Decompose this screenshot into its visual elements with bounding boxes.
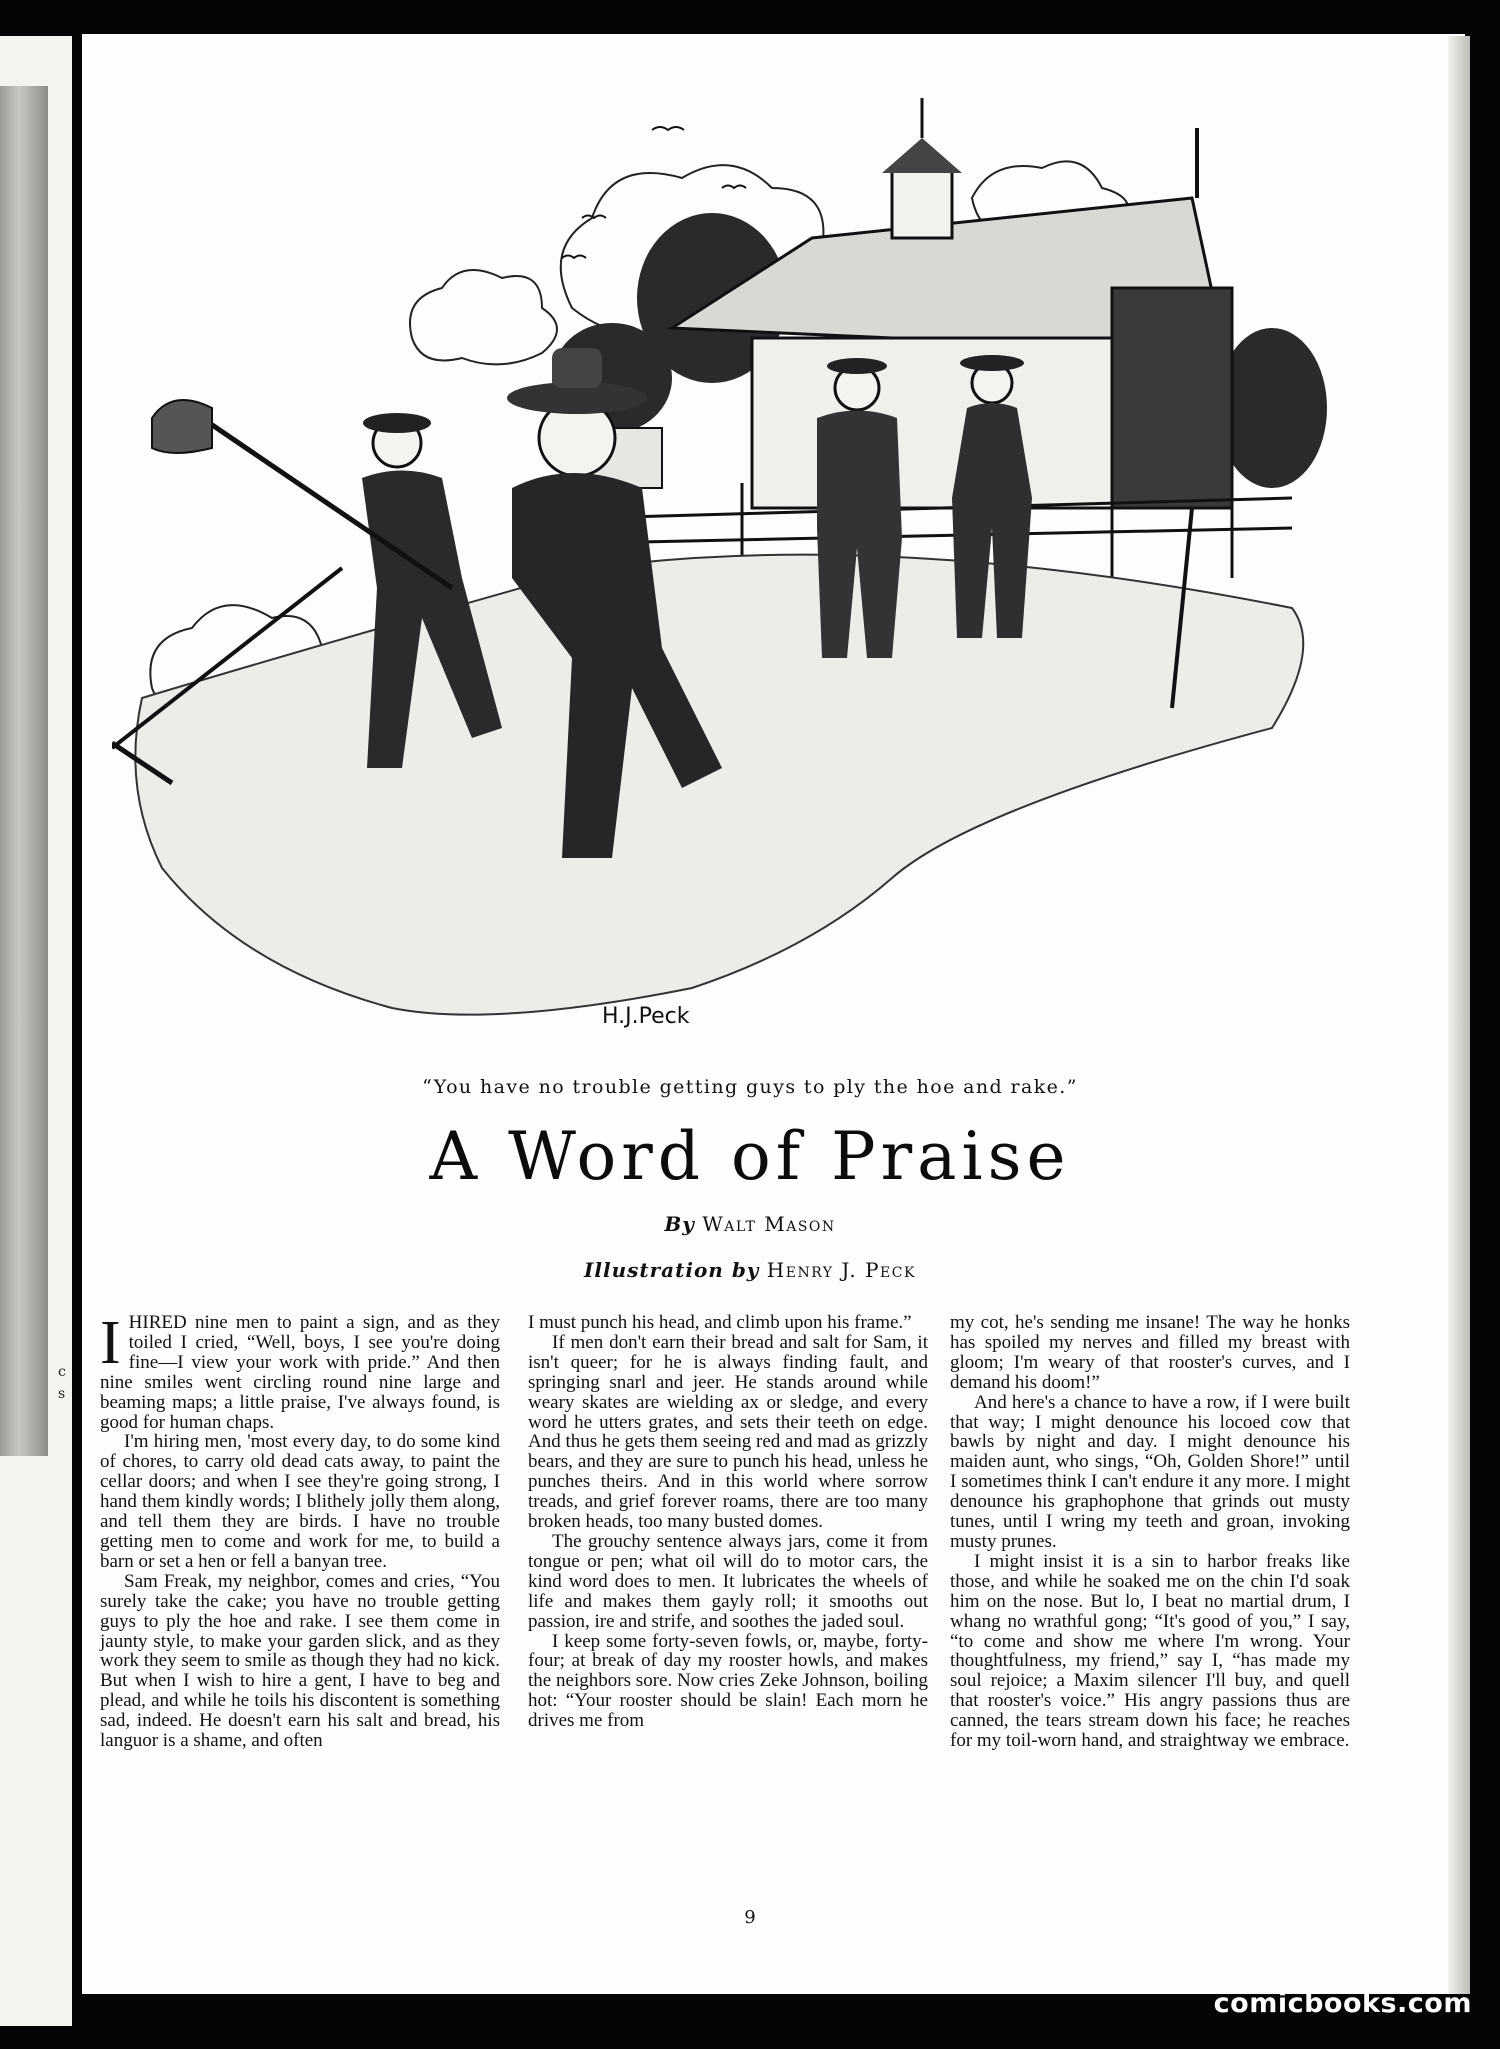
illustration-caption: “You have no trouble getting guys to ply the hoe and rake.” — [422, 1076, 1078, 1098]
left-page-fragment: s — [58, 1386, 66, 1402]
left-facing-page — [0, 36, 72, 2026]
byline-prefix: By — [664, 1212, 695, 1236]
body-column-1 — [100, 1309, 500, 1752]
illustrator-name: Henry J. Peck — [766, 1258, 916, 1282]
left-page-shadow — [0, 86, 48, 1456]
paragraph: The grouchy sentence always jars, come it from tongue or pen; what oil will do to motor cars, the kind word does to men. It lubricates the wheels of life and makes them gayly roll; it smooths out passion, ire and strife, and soothes the jaded soul. — [528, 1530, 928, 1632]
paragraph: I must punch his head, and climb upon his frame.” — [528, 1312, 912, 1333]
paragraph: And here's a chance to have a row, if I were built that way; I might denounce his locoed cow that bawls by night and day. I might denounce his maiden aunt, who sings, “Oh, Golden Shore!” until I sometimes think I can't endure it any more. I might denounce his graphophone that grinds out musty tunes, until I wring my teeth and groan, invoking musty prunes. — [950, 1391, 1350, 1552]
artist-signature: H.J.Peck — [602, 1004, 690, 1029]
page-edge — [1448, 36, 1470, 1994]
garden-ground — [135, 555, 1303, 1015]
paragraph: I'm hiring men, 'most every day, to do some kind of chores, to carry old dead cats away, to paint the cellar doors; and when I see they're going strong, I hand them kindly words; I blithely jolly them along, and tell them they are birds. I have no trouble getting men to come and work for me, to build a barn or set a hen or fell a banyan tree. — [100, 1431, 500, 1572]
body-column-2 — [528, 1313, 928, 1731]
article-title: A Word of Praise — [429, 1118, 1071, 1195]
left-page-fragment: c — [58, 1364, 66, 1380]
page-number: 9 — [744, 1907, 756, 1928]
paragraph: HIRED nine men to paint a sign, and as they toiled I cried, “Well, boys, I see you're doing fine—I view your work with pride.” And then nine smiles went circling round nine large and beaming maps; a little praise, I've always found, is good for human chaps. — [100, 1312, 500, 1433]
site-watermark: comicbooks.com — [1213, 1988, 1472, 2019]
drop-cap: I — [100, 1309, 121, 1377]
paragraph: my cot, he's sending me insane! The way he honks has spoiled my nerves and filled my breast with gloom; I'm weary of that rooster's curves, and I demand his doom!” — [950, 1312, 1350, 1393]
cloud — [410, 270, 557, 364]
paragraph: Sam Freak, my neighbor, comes and cries, “You surely take the cake; you have no trouble getting guys to ply the hoe and rake. I see them come in jaunty style, to make your garden slick, and as they work they seem to smile as though they had no kick. But when I wish to hire a gent, I have to beg and plead, and while he toils his discontent is something sad, indeed. He doesn't earn his salt and bread, his languor is a shame, and often — [100, 1570, 500, 1752]
farm-illustration — [112, 88, 1352, 1068]
author-name: Walt Mason — [702, 1212, 836, 1236]
paragraph: I keep some forty-seven fowls, or, maybe, forty-four; at break of day my rooster howls, and makes the neighbors sore. Now cries Zeke Johnson, boiling hot: “Your rooster should be slain! Each morn he drives me from — [528, 1630, 928, 1732]
paragraph: If men don't earn their bread and salt for Sam, it isn't queer; for he is always finding fault, and springing snarl and jeer. He stands around while weary skates are wielding ax or sledge, and every word he utters grates, and sets their teeth on edge. And thus he gets them seeing red and mad as grizzly bears, and they are sure to punch his head, unless he punches theirs. And in this world where sorrow treads, and grief forever roams, there are too many broken heads, too many busted domes. — [528, 1331, 928, 1533]
illustrator-prefix: Illustration by — [584, 1258, 760, 1282]
author-byline — [0, 1212, 1500, 1236]
paragraph: I might insist it is a sin to harbor freaks like those, and while he soaked me on the chin I'd soak him on the nose. But lo, I beat no martial drum, I whang no wrathful gong; “It's good of you,” I say, “to come and show me where I'm wrong. Your thoughtfulness, my friend,” say I, “has made my soul rejoice; a Maxim silencer I'll buy, and quell that rooster's voice.” His angry passions thus are canned, the tears stream down his face; he reaches for my toil-worn hand, and straightway we embrace. — [950, 1550, 1350, 1752]
body-column-3 — [950, 1313, 1350, 1751]
illustrator-byline — [0, 1258, 1500, 1282]
